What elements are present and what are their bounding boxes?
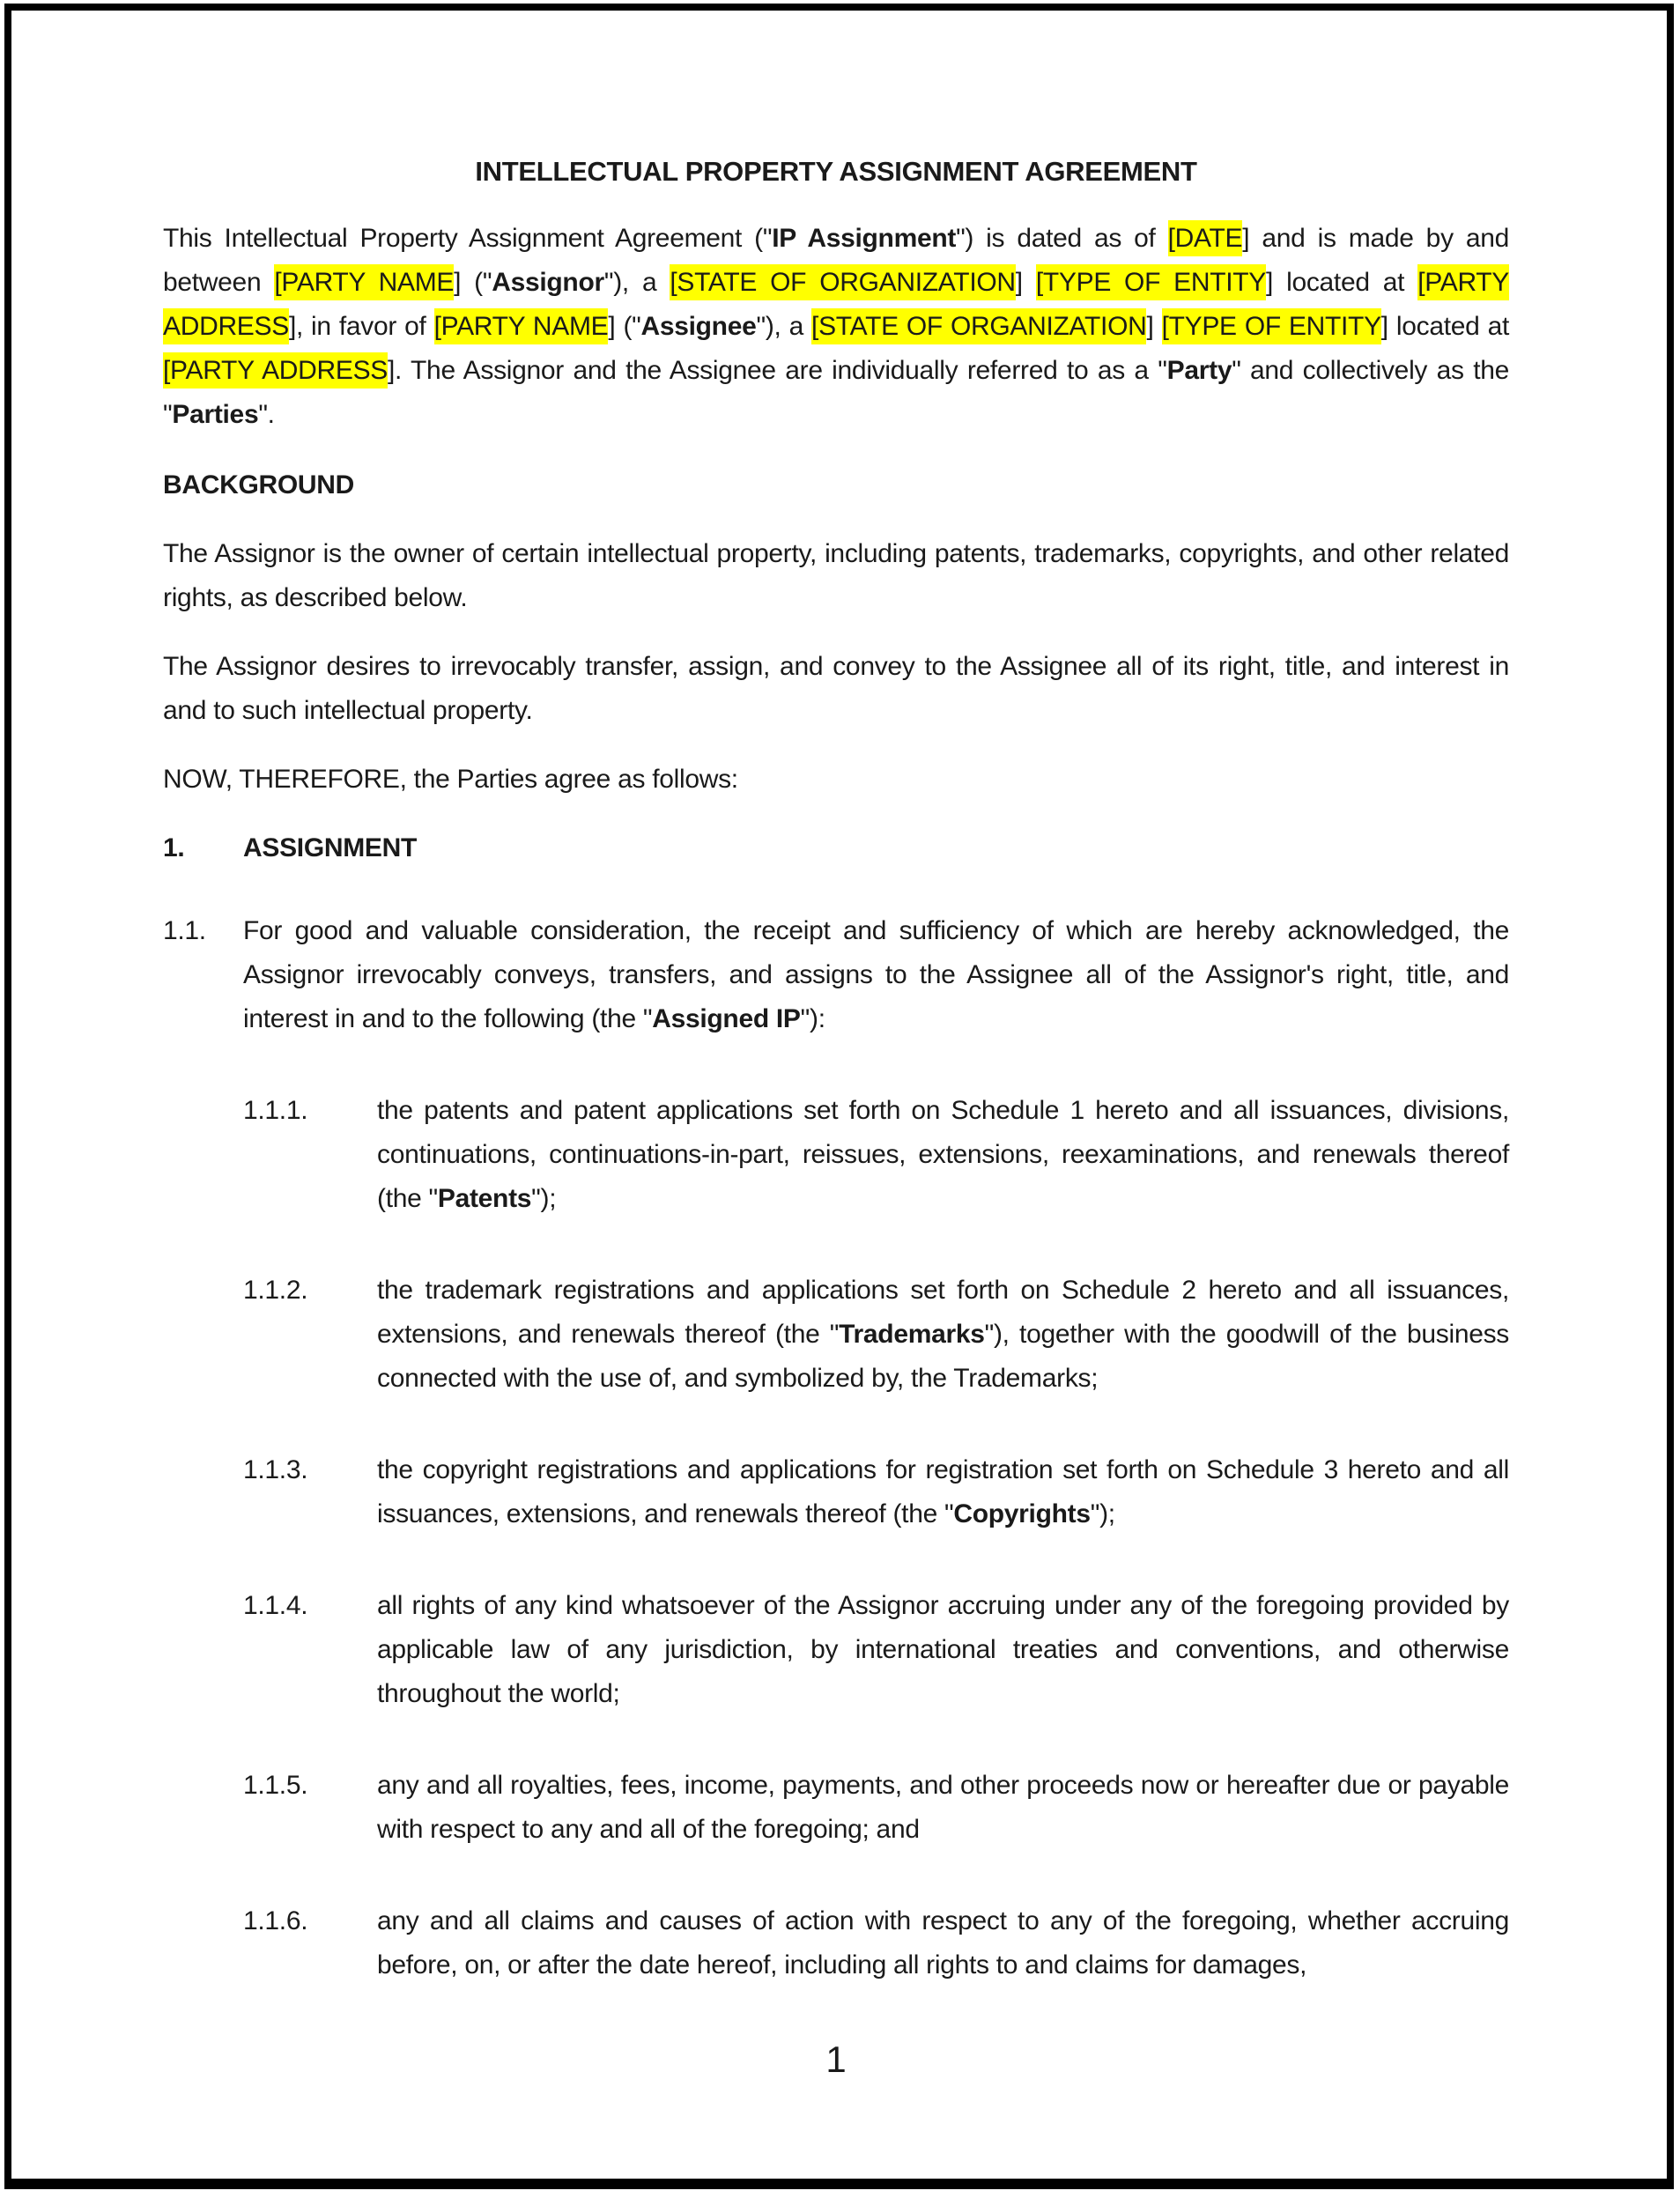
text-run: "), a	[603, 268, 670, 297]
highlighted-placeholder: [PARTY ADDRESS	[163, 264, 1509, 344]
highlighted-placeholder: [DATE	[1168, 220, 1243, 256]
text-run: ] ("	[608, 312, 641, 341]
text-run: ] located at	[1266, 268, 1418, 297]
background-paragraph-2: The Assignor desires to irrevocably transfer, assign, and convey to the Assignee all of its right, title, and interest in and to such intellectual property.	[163, 652, 1509, 725]
subclause-1-1-4-number: 1.1.4.	[243, 1591, 308, 1620]
text-run: ]	[1146, 312, 1162, 341]
subclause-1-1-2-text	[377, 1269, 1509, 1401]
subclause-1-1-5-row	[163, 1764, 1509, 1852]
highlighted-placeholder: [TYPE OF ENTITY	[1036, 264, 1266, 300]
subclause-1-1-3-text	[377, 1448, 1509, 1536]
text-run: ] located at	[1380, 312, 1509, 341]
subclause-1-1-1-row	[163, 1089, 1509, 1221]
subclause-1-1-6-text	[377, 1899, 1509, 1987]
subclause-1-1-5-number: 1.1.5.	[243, 1771, 308, 1800]
page-number: 1	[825, 2039, 847, 2080]
text-run: all rights of any kind whatsoever of the Assignor accruing under any of the foregoing provided by applicable law of any jurisdiction, by international treaties and conventions, and otherwise throughout the world;	[377, 1591, 1509, 1708]
section-1-title: ASSIGNMENT	[243, 833, 418, 862]
background-paragraph-1: The Assignor is the owner of certain intellectual property, including patents, trademarks, copyrights, and other related rights, as described below.	[163, 539, 1509, 612]
highlighted-placeholder: [PARTY NAME	[274, 264, 454, 300]
document-content	[163, 0, 1509, 2084]
bold-term: Trademarks	[839, 1320, 985, 1349]
subclause-1-1-6-number: 1.1.6.	[243, 1906, 308, 1935]
text-run: ]. The Assignor and the Assignee are individually referred to as a "	[388, 356, 1167, 385]
bold-term: Party	[1166, 356, 1232, 385]
text-run: ");	[531, 1184, 557, 1213]
subclause-1-1-3-number: 1.1.3.	[243, 1455, 308, 1484]
background-heading: BACKGROUND	[163, 470, 354, 500]
text-run: ".	[258, 400, 275, 429]
text-run: " and collectively as the "	[163, 356, 1509, 429]
text-run: any and all royalties, fees, income, payments, and other proceeds now or hereafter due or payable with respect to any and all of the foregoing; and	[377, 1771, 1509, 1844]
subclause-1-1-1-number: 1.1.1.	[243, 1096, 308, 1125]
bold-term: Parties	[172, 400, 259, 429]
document-title: INTELLECTUAL PROPERTY ASSIGNMENT AGREEMENT	[475, 156, 1197, 187]
text-run: the trademark registrations and applications set forth on Schedule 2 hereto and all issuances, extensions, and renewals thereof (the "	[377, 1276, 1509, 1349]
intro-paragraph	[163, 217, 1509, 437]
subclause-1-1-3-row	[163, 1448, 1509, 1536]
subclause-1-1-1-text	[377, 1089, 1509, 1221]
clause-1-1-number: 1.1.	[163, 916, 206, 945]
text-run: ]	[1015, 268, 1036, 297]
subclause-1-1-6-row	[163, 1899, 1509, 1987]
subclause-1-1-4-row	[163, 1584, 1509, 1716]
text-run: "), together with the goodwill of the business connected with the use of, and symbolized by, the Trademarks;	[377, 1320, 1510, 1393]
subclause-1-1-2-row	[163, 1269, 1509, 1401]
bold-term: IP Assignment	[772, 224, 957, 253]
text-run: ] and is made by and between	[163, 224, 1509, 297]
highlighted-placeholder: [TYPE OF ENTITY	[1162, 308, 1381, 344]
text-run: ") is dated as of	[956, 224, 1168, 253]
now-therefore-line: NOW, THEREFORE, the Parties agree as follows:	[163, 765, 738, 794]
subclause-1-1-4-text	[377, 1584, 1509, 1716]
text-run: "):	[800, 1004, 825, 1033]
text-run: For good and valuable consideration, the receipt and sufficiency of which are hereby acknowledged, the Assignor irrevocably conveys, transfers, and assigns to the Assignee all of the Assignor's right, title, and interest in and to the following (the "	[243, 916, 1509, 1033]
subclause-1-1-2-number: 1.1.2.	[243, 1276, 308, 1305]
section-1-number: 1.	[163, 833, 185, 862]
highlighted-placeholder: [STATE OF ORGANIZATION	[670, 264, 1015, 300]
text-run: any and all claims and causes of action with respect to any of the foregoing, whether accruing before, on, or after the date hereof, including all rights to and claims for damages,	[377, 1906, 1509, 1980]
bold-term: Assigned IP	[652, 1004, 801, 1033]
bold-term: Assignor	[492, 268, 604, 297]
bold-term: Copyrights	[953, 1499, 1091, 1528]
text-run: the patents and patent applications set forth on Schedule 1 hereto and all issuances, divisions, continuations, continuations-in-part, reissues, extensions, reexaminations, and renewals thereof (the "	[377, 1096, 1509, 1213]
bold-term: Patents	[437, 1184, 532, 1213]
text-run: ");	[1090, 1499, 1115, 1528]
clause-1-1-text	[243, 909, 1509, 1041]
highlighted-placeholder: [STATE OF ORGANIZATION	[811, 308, 1146, 344]
section-1-heading-row	[163, 826, 1509, 870]
highlighted-placeholder: [PARTY ADDRESS	[163, 352, 388, 389]
clause-1-1-row	[163, 909, 1509, 1041]
highlighted-placeholder: [PARTY NAME	[434, 308, 609, 344]
text-run: ] ("	[454, 268, 492, 297]
text-run: "), a	[756, 312, 812, 341]
subclause-1-1-5-text	[377, 1764, 1509, 1852]
text-run: This Intellectual Property Assignment Agreement ("	[163, 224, 773, 253]
text-run: ], in favor of	[288, 312, 434, 341]
text-run: the copyright registrations and applications for registration set forth on Schedule 3 hereto and all issuances, extensions, and renewals thereof (the "	[377, 1455, 1509, 1528]
bold-term: Assignee	[640, 312, 757, 341]
